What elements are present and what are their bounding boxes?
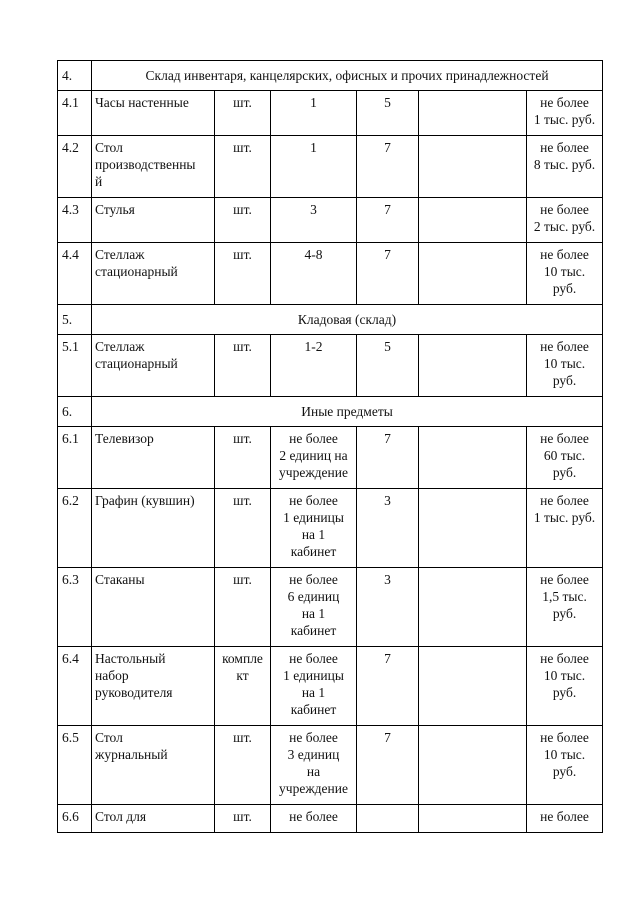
item-quantity-line: не более [289,809,338,824]
item-number: 6.5 [58,726,92,805]
item-name-line: й [95,174,103,189]
item-price-line: не более [540,651,589,666]
item-price-line: не более [540,202,589,217]
item-number: 4.4 [58,243,92,305]
section-row [58,397,603,427]
item-name-line: Стулья [95,202,135,217]
item-price-line: руб. [552,764,577,779]
item-price-line: 10 тыс. [543,264,586,279]
item-name-line: Стол [95,730,123,745]
item-price-line: не более [540,809,589,824]
item-quantity [271,726,357,805]
item-quantity [271,136,357,198]
item-name-line: стационарный [95,356,178,371]
table-row [58,805,603,833]
item-unit [215,243,271,305]
item-name [92,136,215,198]
section-row [58,61,603,91]
item-price-line: руб. [552,281,577,296]
item-number: 5.1 [58,335,92,397]
item-name-line: Стол для [95,809,147,824]
table-row [58,647,603,726]
item-term: 7 [357,726,419,805]
item-price-line: руб. [552,465,577,480]
item-unit-line: компле [222,651,263,666]
item-number: 6.4 [58,647,92,726]
item-price [527,335,603,397]
item-unit-line: шт. [233,431,252,446]
table-row [58,726,603,805]
item-quantity-line: на 1 [301,685,326,700]
item-unit [215,647,271,726]
item-name [92,91,215,136]
item-extra [419,726,527,805]
item-price-line: не более [540,247,589,262]
item-price [527,91,603,136]
item-quantity [271,568,357,647]
item-quantity-line: учреждение [279,465,348,480]
item-unit [215,198,271,243]
item-price [527,647,603,726]
item-price [527,243,603,305]
item-number: 4.3 [58,198,92,243]
item-price-line: не более [540,95,589,110]
item-quantity [271,647,357,726]
item-price-line: 1,5 тыс. [542,589,587,604]
item-price-line: не более [540,431,589,446]
item-extra [419,805,527,833]
item-name [92,726,215,805]
item-number: 4.2 [58,136,92,198]
item-price-line: руб. [552,685,577,700]
item-quantity-line: учреждение [279,781,348,796]
item-unit-line: шт. [233,95,252,110]
item-term: 3 [357,568,419,647]
item-name-line: журнальный [95,747,168,762]
item-price-line: 1 тыс. руб. [533,112,596,127]
item-number: 6.1 [58,427,92,489]
item-price-line: 10 тыс. [543,747,586,762]
item-extra [419,136,527,198]
item-quantity-line: 1-2 [304,339,323,354]
item-quantity-line: 1 [310,95,317,110]
section-title: Кладовая (склад) [92,305,603,335]
item-extra [419,489,527,568]
item-quantity-line: на 1 [301,606,326,621]
item-extra [419,91,527,136]
item-price [527,726,603,805]
item-name-line: производственны [95,157,196,172]
item-quantity [271,489,357,568]
table-row [58,136,603,198]
item-quantity-line: не более [289,493,338,508]
table-row [58,427,603,489]
section-title: Иные предметы [92,397,603,427]
item-unit [215,427,271,489]
item-name [92,335,215,397]
item-name [92,243,215,305]
item-unit-line: шт. [233,730,252,745]
item-name-line: Стеллаж [95,339,145,354]
item-name-line: Часы настенные [95,95,189,110]
item-price [527,427,603,489]
item-extra [419,335,527,397]
section-number: 4. [58,61,92,91]
item-term: 5 [357,91,419,136]
item-quantity-line: 2 единиц на [279,448,348,463]
item-term: 7 [357,243,419,305]
item-price [527,489,603,568]
item-quantity [271,335,357,397]
item-name [92,427,215,489]
table-row [58,91,603,136]
item-quantity-line: на [306,764,321,779]
item-extra [419,427,527,489]
item-name-line: Телевизор [95,431,154,446]
item-price-line: руб. [552,606,577,621]
inventory-table [57,60,603,833]
item-number: 4.1 [58,91,92,136]
item-price-line: не более [540,730,589,745]
item-unit [215,568,271,647]
item-unit-line: шт. [233,247,252,262]
item-quantity-line: 3 [310,202,317,217]
item-term: 5 [357,335,419,397]
item-quantity-line: 1 единицы [283,668,344,683]
item-name [92,647,215,726]
item-name-line: руководителя [95,685,173,700]
item-name-line: Стеллаж [95,247,145,262]
table-row [58,243,603,305]
table-row [58,568,603,647]
item-quantity-line: не более [289,651,338,666]
item-unit [215,726,271,805]
item-price-line: не более [540,339,589,354]
item-unit-line: шт. [233,809,252,824]
item-name [92,198,215,243]
item-unit [215,805,271,833]
item-price-line: 10 тыс. [543,668,586,683]
table-row [58,335,603,397]
item-unit-line: шт. [233,202,252,217]
item-price-line: 1 тыс. руб. [533,510,596,525]
item-number: 6.3 [58,568,92,647]
item-quantity-line: на 1 [301,527,326,542]
item-name-line: Стол [95,140,123,155]
item-price [527,136,603,198]
item-term: 7 [357,647,419,726]
section-row [58,305,603,335]
item-price-line: не более [540,572,589,587]
item-quantity [271,427,357,489]
item-quantity-line: не более [289,730,338,745]
item-quantity-line: 1 [310,140,317,155]
item-extra [419,568,527,647]
item-name-line: Графин (кувшин) [95,493,195,508]
section-number: 5. [58,305,92,335]
item-name [92,805,215,833]
item-extra [419,243,527,305]
item-unit [215,91,271,136]
item-quantity-line: 3 единиц [287,747,340,762]
item-price-line: руб. [552,373,577,388]
item-extra [419,198,527,243]
item-price [527,568,603,647]
item-price-line: 2 тыс. руб. [533,219,596,234]
item-quantity-line: 4-8 [304,247,323,262]
item-price [527,805,603,833]
item-unit [215,489,271,568]
item-quantity-line: кабинет [290,544,337,559]
item-quantity-line: 6 единиц [287,589,340,604]
item-quantity-line: кабинет [290,623,337,638]
item-quantity-line: не более [289,431,338,446]
item-term: 7 [357,427,419,489]
item-price-line: 60 тыс. [543,448,586,463]
item-price [527,198,603,243]
item-price-line: 8 тыс. руб. [533,157,596,172]
item-unit [215,136,271,198]
table-row [58,198,603,243]
item-unit [215,335,271,397]
section-title: Склад инвентаря, канцелярских, офисных и прочих принадлежностей [92,61,603,91]
item-unit-line: шт. [233,140,252,155]
item-term [357,805,419,833]
table-row [58,489,603,568]
item-unit-line: кт [236,668,249,683]
item-unit-line: шт. [233,493,252,508]
table-body [58,61,603,833]
item-quantity-line: кабинет [290,702,337,717]
item-number: 6.2 [58,489,92,568]
item-term: 7 [357,136,419,198]
item-price-line: не более [540,493,589,508]
item-quantity-line: 1 единицы [283,510,344,525]
section-number: 6. [58,397,92,427]
item-quantity [271,805,357,833]
item-term: 7 [357,198,419,243]
item-price-line: не более [540,140,589,155]
item-term: 3 [357,489,419,568]
item-number: 6.6 [58,805,92,833]
item-name [92,568,215,647]
item-extra [419,647,527,726]
item-quantity [271,198,357,243]
item-name-line: стационарный [95,264,178,279]
item-name-line: Стаканы [95,572,145,587]
item-name-line: Настольный [95,651,166,666]
item-name-line: набор [95,668,129,683]
item-unit-line: шт. [233,572,252,587]
item-quantity-line: не более [289,572,338,587]
item-price-line: 10 тыс. [543,356,586,371]
item-name [92,489,215,568]
item-unit-line: шт. [233,339,252,354]
item-quantity [271,91,357,136]
item-quantity [271,243,357,305]
